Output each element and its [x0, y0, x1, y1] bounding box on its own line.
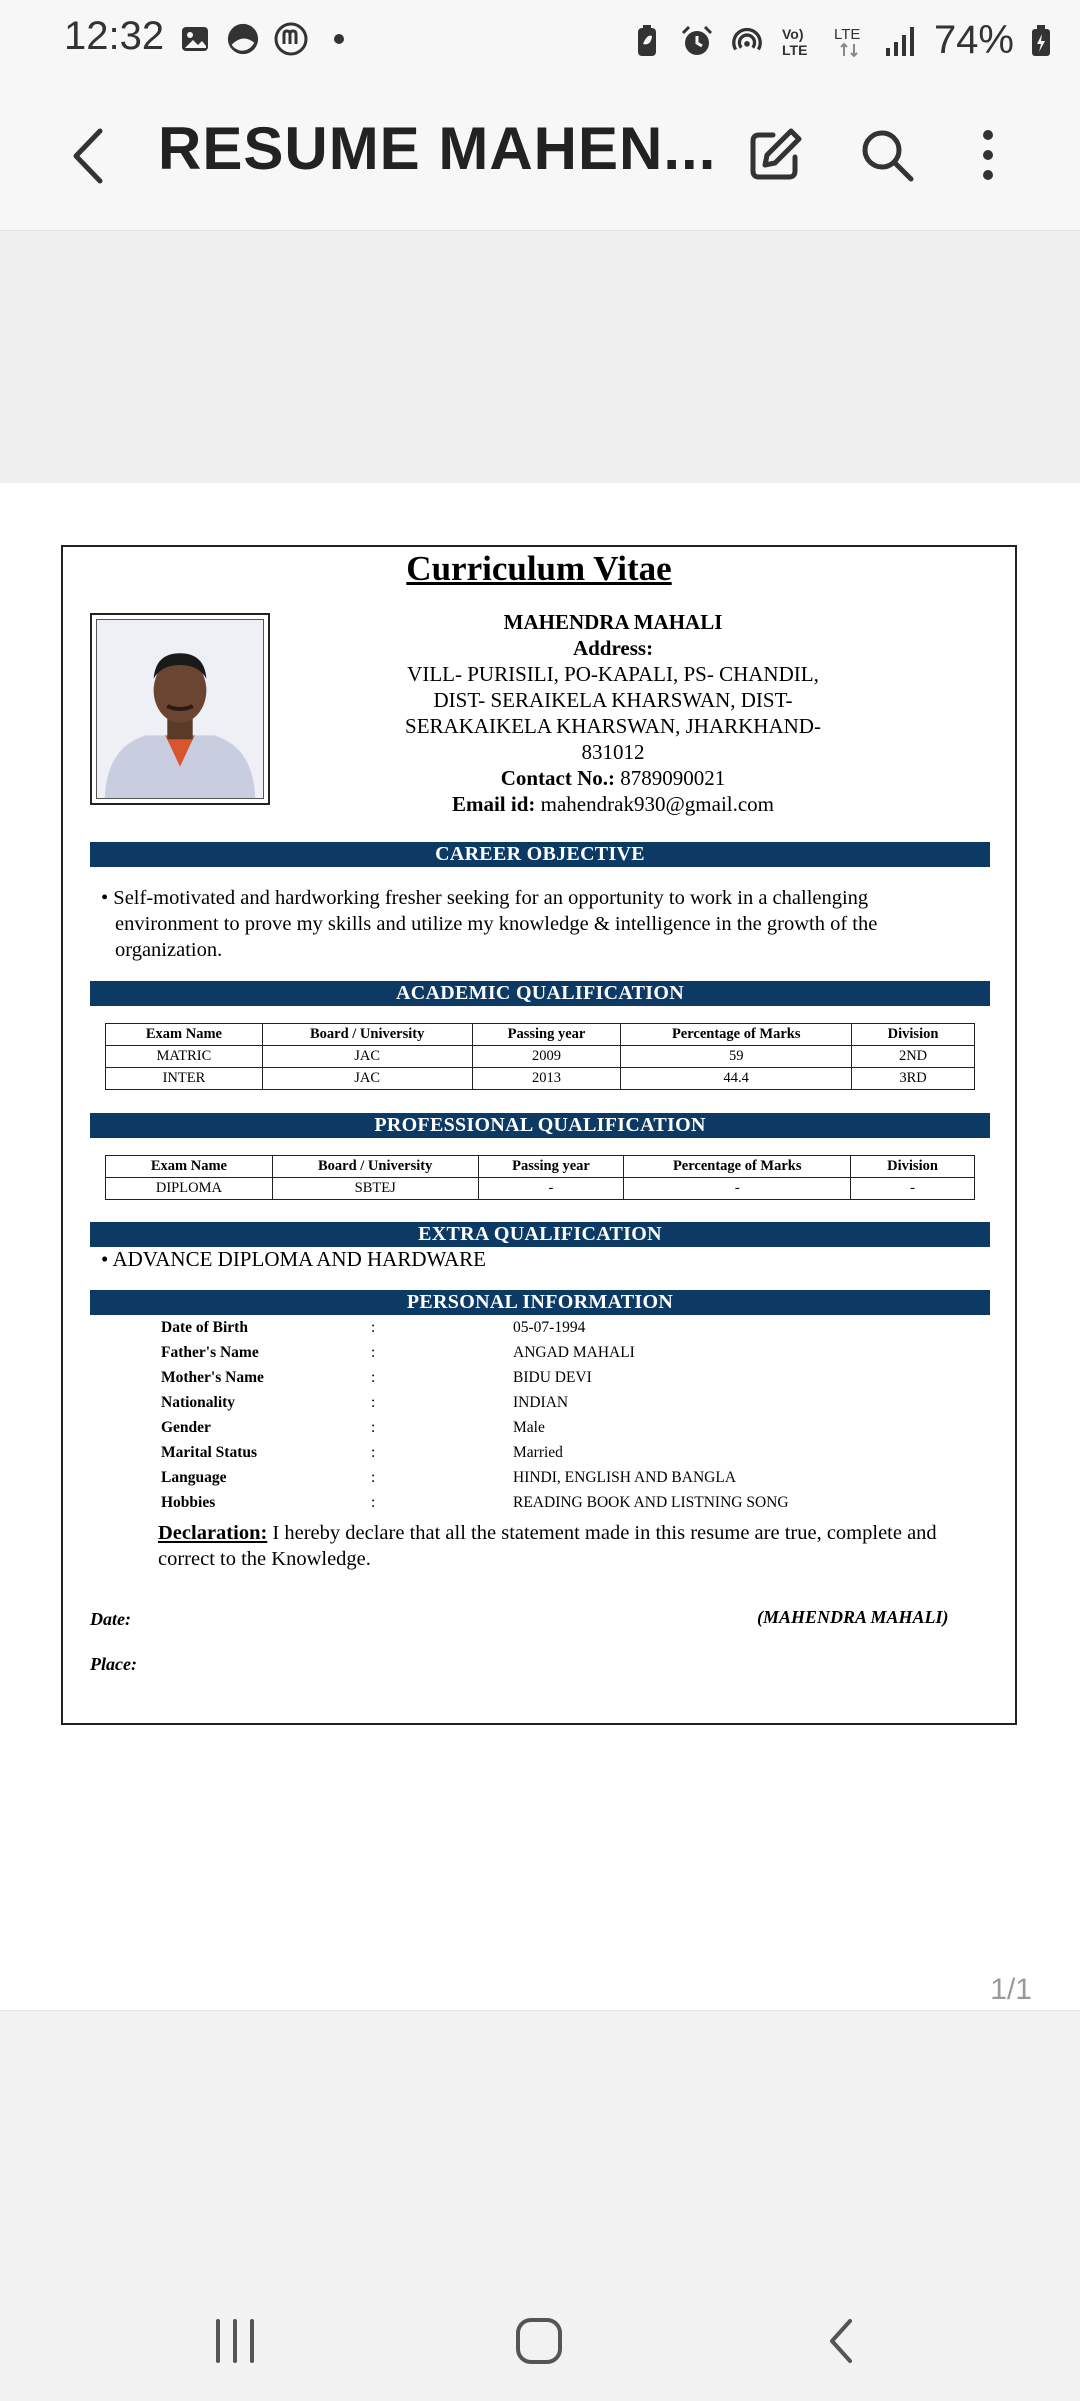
battery-saver-icon: [630, 24, 664, 58]
table-cell: -: [851, 1178, 975, 1200]
personal-info-value: 05-07-1994: [513, 1319, 586, 1336]
table-cell: -: [624, 1178, 851, 1200]
professional-qualification-heading: PROFESSIONAL QUALIFICATION: [90, 1113, 990, 1138]
place-label: Place:: [90, 1654, 137, 1674]
nav-back-button[interactable]: [796, 2301, 886, 2381]
declaration-text: I hereby declare that all the statement made in this resume are true, complete and correct to the Knowledge.: [158, 1522, 937, 1570]
battery-icon: [1030, 24, 1052, 58]
table-cell: 2ND: [852, 1046, 975, 1068]
page-indicator: 1/1: [990, 1973, 1032, 2006]
personal-info-row: [161, 1494, 961, 1519]
personal-info-colon: :: [371, 1344, 376, 1361]
table-cell: JAC: [262, 1068, 472, 1090]
table-header-cell: Board / University: [272, 1156, 478, 1178]
app-bar: [0, 80, 1080, 230]
email-label: Email id:: [451, 792, 536, 816]
nav-back-icon: [824, 2316, 858, 2366]
signal-icon: [884, 24, 918, 58]
table-cell: INTER: [106, 1068, 263, 1090]
dot-icon: [322, 22, 356, 56]
table-row: [106, 1178, 975, 1200]
document-title: RESUME MAHEN...: [158, 115, 717, 182]
table-row: [106, 1046, 975, 1068]
career-objective-heading: CAREER OBJECTIVE: [90, 842, 990, 867]
table-header-row: [106, 1156, 975, 1178]
back-button[interactable]: [56, 120, 120, 192]
document-top-margin: [0, 230, 1080, 484]
volte-icon: [780, 24, 816, 58]
table-cell: SBTEJ: [272, 1178, 478, 1200]
personal-info-row: [161, 1344, 961, 1369]
recent-apps-icon: [212, 2317, 258, 2365]
svg-text:LTE: LTE: [833, 25, 861, 43]
table-cell: JAC: [262, 1046, 472, 1068]
app-icon: [274, 22, 308, 56]
more-options-button[interactable]: [958, 120, 1018, 190]
contact-line: [333, 765, 893, 791]
personal-info-row: [161, 1319, 961, 1344]
table-row: [106, 1068, 975, 1090]
personal-info-colon: :: [371, 1394, 376, 1411]
personal-info-label: Father's Name: [161, 1344, 259, 1361]
battery-percent: 74%: [933, 18, 1014, 62]
contact-value: 8789090021: [620, 766, 726, 790]
personal-info-value: INDIAN: [513, 1394, 569, 1411]
personal-information-heading: PERSONAL INFORMATION: [90, 1290, 990, 1315]
status-icons-left: [178, 22, 356, 56]
table-header-cell: Exam Name: [106, 1024, 263, 1046]
edit-icon: [747, 127, 803, 183]
email-value: mahendrak930@gmail.com: [540, 792, 775, 816]
address-line: DIST- SERAIKELA KHARSWAN, DIST-: [433, 688, 793, 712]
extra-qualification-heading: EXTRA QUALIFICATION: [90, 1222, 990, 1247]
personal-info-row: [161, 1469, 961, 1494]
personal-info-label: Gender: [161, 1419, 211, 1436]
edit-button[interactable]: [740, 120, 810, 190]
table-header-cell: Percentage of Marks: [621, 1024, 852, 1046]
table-cell: -: [478, 1178, 624, 1200]
address-label: Address:: [572, 636, 654, 660]
home-icon: [514, 2316, 564, 2366]
personal-info-row: [161, 1394, 961, 1419]
personal-info-label: Hobbies: [161, 1494, 216, 1511]
photo-image: [96, 619, 264, 799]
table-header-cell: Division: [852, 1024, 975, 1046]
table-header-cell: Division: [851, 1156, 975, 1178]
table-cell: 3RD: [852, 1068, 975, 1090]
contact-label: Contact No.:: [500, 766, 616, 790]
extra-qualification-text: • ADVANCE DIPLOMA AND HARDWARE: [101, 1247, 486, 1271]
status-icons-right: [630, 18, 1052, 63]
moon-app-icon: [226, 22, 260, 56]
status-time: 12:32: [64, 14, 165, 58]
personal-info-colon: :: [371, 1494, 376, 1511]
more-vert-icon: [978, 127, 998, 183]
personal-info-label: Mother's Name: [161, 1369, 264, 1386]
table-cell: MATRIC: [106, 1046, 263, 1068]
table-header-row: [106, 1024, 975, 1046]
academic-table: [105, 1023, 975, 1090]
applicant-name: MAHENDRA MAHALI: [503, 610, 723, 634]
personal-info-colon: :: [371, 1369, 376, 1386]
declaration-label: Declaration:: [158, 1522, 268, 1544]
table-cell: 59: [621, 1046, 852, 1068]
personal-info-colon: :: [371, 1319, 376, 1336]
svg-text:LTE: LTE: [781, 41, 808, 58]
table-cell: 44.4: [621, 1068, 852, 1090]
table-header-cell: Passing year: [478, 1156, 624, 1178]
gallery-icon: [178, 22, 212, 56]
career-objective-text: • Self-motivated and hardworking fresher seeking for an opportunity to work in a challenging environment to prove my skills and utilize my knowledge & intelligence in the growth of the organization.: [101, 887, 878, 961]
personal-info-value: HINDI, ENGLISH AND BANGLA: [513, 1469, 737, 1486]
lte-icon: [832, 24, 868, 58]
personal-info-value: Married: [513, 1444, 563, 1461]
profile-photo: [90, 613, 270, 805]
personal-info-row: [161, 1369, 961, 1394]
address-line: VILL- PURISILI, PO-KAPALI, PS- CHANDIL,: [407, 662, 819, 686]
signature-name: (MAHENDRA MAHALI): [757, 1607, 949, 1627]
table-header-cell: Board / University: [262, 1024, 472, 1046]
personal-info-value: READING BOOK AND LISTNING SONG: [513, 1494, 789, 1511]
svg-text:Vo): Vo): [781, 25, 804, 42]
personal-info-colon: :: [371, 1444, 376, 1461]
personal-info-colon: :: [371, 1419, 376, 1436]
table-header-cell: Percentage of Marks: [624, 1156, 851, 1178]
status-bar: [0, 0, 1080, 80]
cv-title: [63, 549, 1015, 589]
search-button[interactable]: [852, 120, 922, 190]
personal-info-row: [161, 1444, 961, 1469]
personal-info-value: BIDU DEVI: [513, 1369, 592, 1386]
table-cell: 2013: [472, 1068, 621, 1090]
table-cell: DIPLOMA: [106, 1178, 273, 1200]
address-line: SERAKAIKELA KHARSWAN, JHARKHAND-: [405, 714, 821, 738]
navigation-bar: [0, 2010, 1080, 2401]
email-line: [333, 791, 893, 817]
declaration: [158, 1520, 958, 1572]
personal-info-label: Marital Status: [161, 1444, 258, 1461]
personal-info-colon: :: [371, 1469, 376, 1486]
document-page[interactable]: [0, 483, 1080, 2010]
address-line: 831012: [581, 740, 645, 764]
table-cell: 2009: [472, 1046, 621, 1068]
hotspot-icon: [730, 24, 764, 58]
professional-table: [105, 1155, 975, 1200]
table-header-cell: Passing year: [472, 1024, 621, 1046]
recent-apps-button[interactable]: [190, 2301, 280, 2381]
back-arrow-icon: [68, 126, 108, 186]
academic-qualification-heading: ACADEMIC QUALIFICATION: [90, 981, 990, 1006]
table-header-cell: Exam Name: [106, 1156, 273, 1178]
cv-title-text: Curriculum Vitae: [406, 549, 672, 588]
cv-frame: [61, 545, 1017, 1725]
home-button[interactable]: [494, 2301, 584, 2381]
personal-info-row: [161, 1419, 961, 1444]
search-icon: [859, 127, 915, 183]
personal-info-label: Nationality: [161, 1394, 236, 1411]
personal-info-label: Language: [161, 1469, 227, 1486]
contact-block: [333, 609, 893, 817]
alarm-icon: [680, 24, 714, 58]
personal-info-value: ANGAD MAHALI: [513, 1344, 635, 1361]
personal-info-label: Date of Birth: [161, 1319, 248, 1336]
personal-info-value: Male: [513, 1419, 545, 1436]
date-label: Date:: [90, 1609, 131, 1629]
